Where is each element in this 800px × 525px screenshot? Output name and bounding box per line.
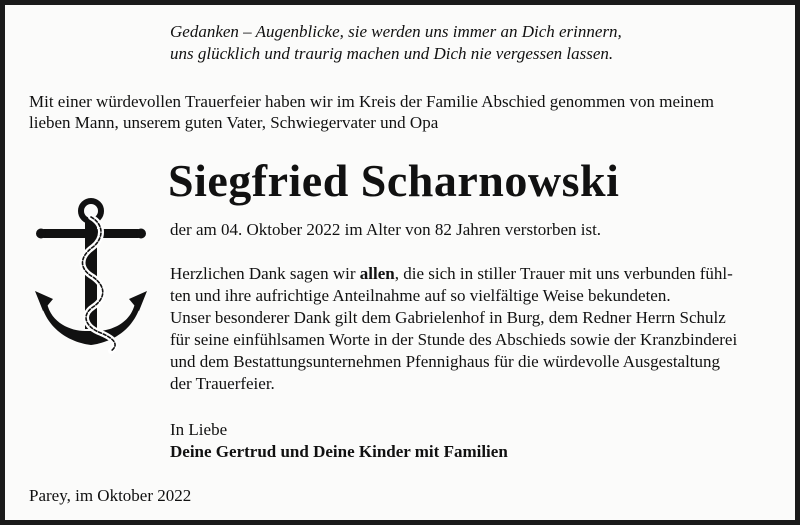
verse-line-1: Gedanken – Augenblicke, sie werden uns immer an Dich erinnern, [170, 22, 622, 41]
place-and-date: Parey, im Oktober 2022 [29, 486, 192, 505]
death-notice-line: der am 04. Oktober 2022 im Alter von 82 Jahren verstorben ist. [170, 220, 602, 239]
intro-text [29, 91, 789, 133]
thanks-line-1 [170, 263, 782, 285]
anchor-icon [35, 195, 147, 355]
thanks-line-6: der Trauerfeier. [170, 374, 275, 393]
thanks-emphasis: allen [359, 264, 395, 283]
thanks-line-3: Unser besonderer Dank gilt dem Gabrielenhof in Burg, dem Redner Herrn Schulz [170, 308, 726, 327]
intro-line-1: Mit einer würdevollen Trauerfeier haben wir im Kreis der Familie Abschied genommen von meinem [29, 92, 715, 111]
thanks-paragraph [170, 263, 782, 395]
memorial-verse [170, 21, 730, 65]
thanks-line-5: und dem Bestattungsunternehmen Pfennighaus für die würdevolle Ausgestaltung [170, 352, 721, 371]
thanks-line-1-post: , die sich in stiller Trauer mit uns verbunden fühl- [394, 264, 733, 283]
family-signature: Deine Gertrud und Deine Kinder mit Familien [170, 442, 508, 461]
intro-line-2: lieben Mann, unserem guten Vater, Schwiegervater und Opa [29, 113, 439, 132]
thanks-line-1-pre: Herzlichen Dank sagen wir [170, 264, 360, 283]
verse-line-2: uns glücklich und traurig machen und Dich nie vergessen lassen. [170, 44, 614, 63]
closing-greeting: In Liebe [170, 420, 228, 439]
thanks-line-4: für seine einfühlsamen Worte in der Stunde des Abschieds sowie der Kranzbinderei [170, 330, 738, 349]
thanks-line-2: ten und ihre aufrichtige Anteilnahme auf so vielfältige Weise bekundeten. [170, 286, 671, 305]
deceased-name: Siegfried Scharnowski [168, 155, 620, 206]
closing-block [170, 419, 770, 463]
